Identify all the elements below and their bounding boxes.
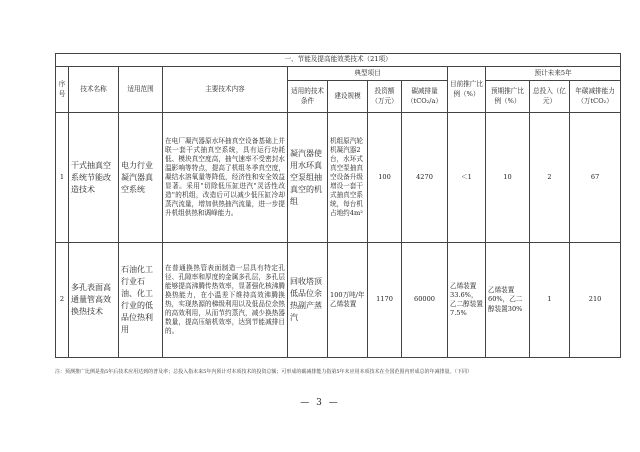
cell-scale: 100万吨/年乙烯装置 xyxy=(328,243,368,358)
cell-scope: 电力行业凝汽器真空系统 xyxy=(119,113,163,243)
cell-content: 在电厂凝汽器原水环抽真空设备基础上并联一套干式抽真空系统，具有运行功耗低、模块真空度高，抽气速率不受密封水温影响等特点，提高了机组冬季真空度，凝结水溶氧量等降低，经济性和安全效益显著。采用"切除低压缸进汽"灵活性改造"的机组，改造后可以减少低压缸冷却蒸汽流量，增加供热抽汽流量，进一步提升机组供热和调峰能力。 xyxy=(163,113,288,243)
cell-forecast-investment: 2 xyxy=(530,113,570,243)
footnote: 注：预测推广比例是指5年后技术应用达到的普及率；总投入指未来5年内预计对本项技术的投资总额；可形成的碳减排能力指第5年末应用本项技术在全国范围内形成总的年减排量。（下同） xyxy=(55,369,473,375)
header-forecast: 预计未来5年 xyxy=(486,67,621,81)
cell-reduction: 60000 xyxy=(402,243,448,358)
cell-content: 在普通换热管表面制造一层具有特定孔径、孔隙率和厚度的金属多孔层，多孔层能够提高沸腾传热效率，显著强化核沸腾换热能力，在小温差下维持高效沸腾换热，实现热源的梯级利用以及低品位余热的高效利用，从而节约蒸汽，减少换热器数量，提高压缩机效率，达到节能减排目的。 xyxy=(163,243,288,358)
header-seq: 序号 xyxy=(56,67,69,113)
cell-investment: 1170 xyxy=(368,243,402,358)
cell-forecast-capacity: 67 xyxy=(570,113,621,243)
header-scope: 适用范围 xyxy=(119,67,163,113)
header-typical-project: 典型项目 xyxy=(288,67,448,81)
header-forecast-investment: 总投入（亿元） xyxy=(530,81,570,113)
cell-forecast-ratio: 10 xyxy=(486,113,530,243)
cell-seq: 2 xyxy=(56,243,69,358)
technology-table xyxy=(55,53,621,358)
cell-scale: 机组原汽轮机凝汽器2台，水环式真空泵抽真空设备升级增设一套干式抽真空系统，每台机占地约4m² xyxy=(328,113,368,243)
table-row xyxy=(56,243,621,358)
cell-conditions: 凝汽器使用水环真空泵组抽真空的机组 xyxy=(288,113,328,243)
header-conditions: 适用的技术条件 xyxy=(288,81,328,113)
header-content: 主要技术内容 xyxy=(163,67,288,113)
cell-forecast-ratio: 乙烯装置60%，乙二醇装置30% xyxy=(486,243,530,358)
header-forecast-capacity: 年碳减排能力（万tCO₂） xyxy=(570,81,621,113)
header-current-ratio: 目前推广比例（%） xyxy=(448,67,486,113)
cell-name: 干式抽真空系统节能改造技术 xyxy=(69,113,119,243)
cell-current-ratio: 乙烯装置33.6%，乙二醇装置7.5% xyxy=(448,243,486,358)
cell-name: 多孔表面高通量管高效换热技术 xyxy=(69,243,119,358)
cell-conditions: 回收塔顶低品位余热副产蒸汽 xyxy=(288,243,328,358)
header-scale: 建设规模 xyxy=(328,81,368,113)
cell-seq: 1 xyxy=(56,113,69,243)
section-title-row xyxy=(56,54,621,67)
page-number: — 3 — xyxy=(300,398,340,408)
cell-forecast-capacity: 210 xyxy=(570,243,621,358)
header-investment: 投资额（万元） xyxy=(368,81,402,113)
header-forecast-ratio: 预期推广比例（%） xyxy=(486,81,530,113)
cell-forecast-investment: 1 xyxy=(530,243,570,358)
cell-scope: 石油化工行业石油、化工行业的低品位热利用 xyxy=(119,243,163,358)
cell-current-ratio: ＜1 xyxy=(448,113,486,243)
section-title: 一、节能及提高能效类技术（21项） xyxy=(56,54,621,67)
header-row-1 xyxy=(56,67,621,81)
header-name: 技术名称 xyxy=(69,67,119,113)
table-row xyxy=(56,113,621,243)
cell-reduction: 4270 xyxy=(402,113,448,243)
header-reduction: 碳减排量（tCO₂/a） xyxy=(402,81,448,113)
cell-investment: 100 xyxy=(368,113,402,243)
